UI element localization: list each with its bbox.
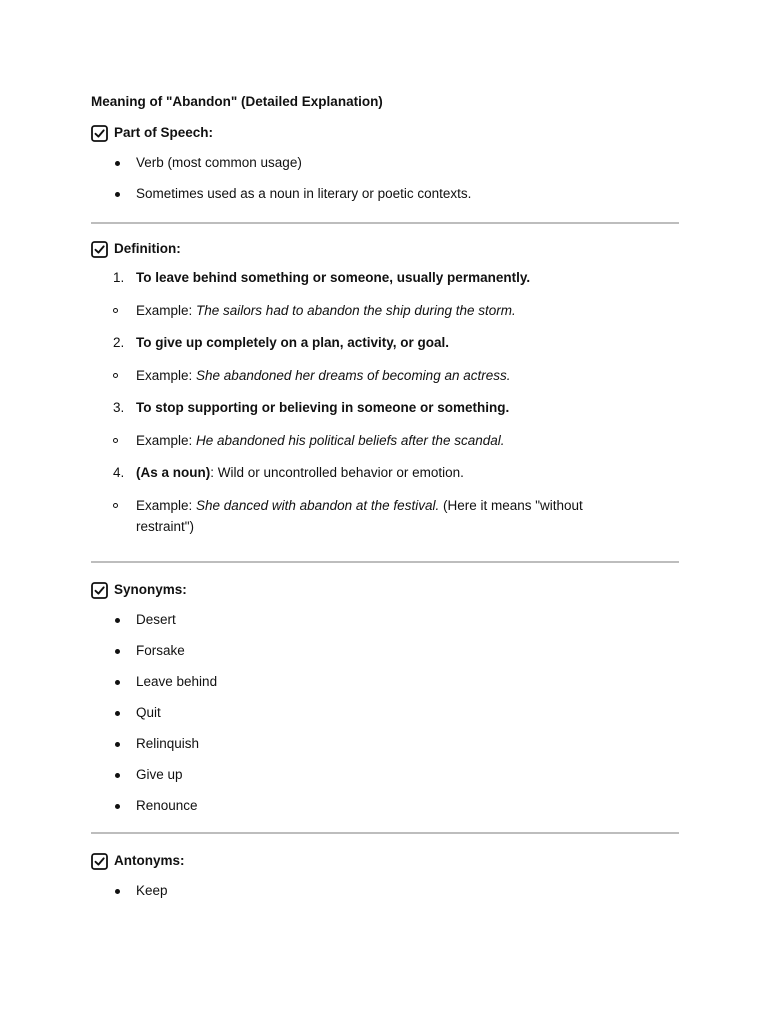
document-page — [91, 93, 679, 913]
antonyms-list — [91, 882, 679, 913]
circle-bullet-icon — [113, 373, 118, 378]
definition-item — [91, 269, 679, 300]
list-item — [91, 882, 679, 913]
bullet-icon — [115, 618, 120, 623]
list-item-text: Forsake — [136, 643, 185, 658]
bullet-icon — [115, 889, 120, 894]
example-item — [46, 430, 679, 451]
bullet-icon — [115, 773, 120, 778]
list-item-text: Relinquish — [136, 736, 200, 751]
example-label: Example: — [136, 303, 197, 318]
bullet-icon — [115, 742, 120, 747]
example-label: Example: — [136, 433, 197, 448]
example-item — [46, 365, 679, 386]
checkbox-icon — [91, 582, 108, 599]
checkbox-icon — [91, 853, 108, 870]
antonyms-heading-label: Antonyms: — [114, 853, 185, 868]
circle-bullet-icon — [113, 503, 118, 508]
list-item-text: Give up — [136, 767, 183, 782]
document-title: Meaning of "Abandon" (Detailed Explanation) — [91, 94, 383, 109]
bullet-icon — [115, 711, 120, 716]
list-item — [91, 735, 679, 766]
definition-item — [91, 464, 679, 495]
bullet-icon — [115, 192, 120, 197]
example-item — [46, 495, 679, 537]
list-item — [91, 797, 679, 828]
bullet-icon — [115, 161, 120, 166]
circle-bullet-icon — [113, 308, 118, 313]
definition-number: 3. — [113, 400, 125, 415]
bullet-icon — [115, 804, 120, 809]
list-item-text: Leave behind — [136, 674, 218, 689]
example-text: The sailors had to abandon the ship during the storm. — [196, 303, 516, 318]
example-text: She abandoned her dreams of becoming an actress. — [196, 368, 511, 383]
bullet-icon — [115, 649, 120, 654]
checkbox-icon — [91, 125, 108, 142]
circle-bullet-icon — [113, 438, 118, 443]
list-item — [91, 704, 679, 735]
list-item-text: Quit — [136, 705, 161, 720]
list-item — [91, 154, 679, 185]
antonyms-heading — [91, 851, 679, 871]
list-item-text: Desert — [136, 612, 176, 627]
definition-item — [91, 334, 679, 365]
definition-list — [91, 269, 679, 537]
list-item — [91, 185, 679, 216]
list-item — [91, 766, 679, 797]
definition-bold-prefix: (As a noun) — [136, 465, 211, 480]
definition-number: 1. — [113, 270, 125, 285]
definition-heading-label: Definition: — [114, 241, 181, 256]
definition-heading — [91, 239, 679, 259]
part-of-speech-heading-label: Part of Speech: — [114, 125, 214, 140]
bullet-icon — [115, 680, 120, 685]
list-item — [91, 673, 679, 704]
list-item-text: Sometimes used as a noun in literary or poetic contexts. — [136, 186, 472, 201]
example-label: Example: — [136, 368, 197, 383]
list-item-text: Renounce — [136, 798, 198, 813]
example-label: Example: — [136, 498, 197, 513]
example-text: He abandoned his political beliefs after the scandal. — [196, 433, 505, 448]
checkbox-icon — [91, 241, 108, 258]
definition-number: 4. — [113, 465, 125, 480]
definition-text: To give up completely on a plan, activity, or goal. — [136, 335, 450, 350]
definition-text: : Wild or uncontrolled behavior or emotion. — [210, 465, 464, 480]
example-note: (Here it means "without restraint") — [136, 498, 583, 534]
part-of-speech-heading — [91, 123, 679, 143]
synonyms-list — [91, 611, 679, 828]
definition-text: To stop supporting or believing in someone or something. — [136, 400, 510, 415]
example-text: She danced with abandon at the festival. — [196, 498, 440, 513]
list-item-text: Keep — [136, 883, 168, 898]
definition-item — [91, 399, 679, 430]
synonyms-heading-label: Synonyms: — [114, 582, 187, 597]
definition-text: To leave behind something or someone, usually permanently. — [136, 270, 531, 285]
synonyms-heading — [91, 580, 679, 600]
definition-number: 2. — [113, 335, 125, 350]
list-item — [91, 642, 679, 673]
part-of-speech-list — [91, 154, 679, 216]
list-item-text: Verb (most common usage) — [136, 155, 302, 170]
list-item — [91, 611, 679, 642]
example-item — [46, 300, 679, 321]
